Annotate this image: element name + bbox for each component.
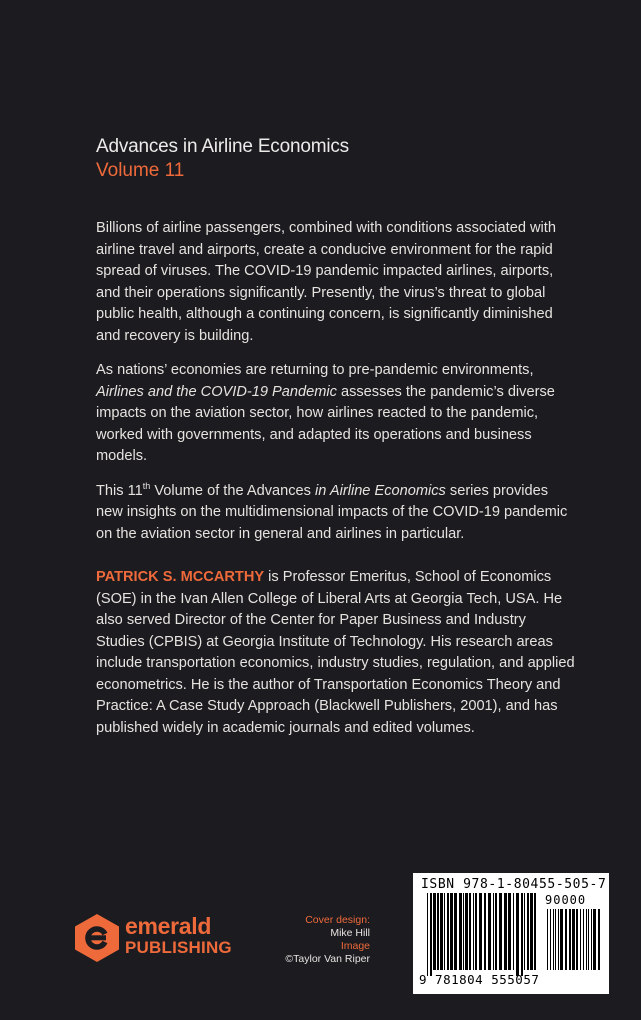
barcode-bar — [447, 893, 449, 970]
barcode-bar — [433, 893, 436, 970]
author-bio — [96, 567, 576, 739]
barcode-bar — [583, 909, 584, 970]
book-title: Airlines and the COVID-19 Pandemic — [96, 383, 337, 400]
cover-design-label: Cover design: — [305, 914, 370, 926]
barcode-bar — [591, 909, 592, 970]
blurb-p2-start: As nations’ economies are returning to pre-pandemic environments, — [96, 362, 534, 378]
blurb-p3-end: series provides new insights on the multidimensional impacts of the COVID-19 pandemic on the aviation sector in general and airlines in particular. — [96, 482, 568, 542]
blurb-p2-end: assesses the pandemic’s diverse impacts on the aviation sector, how airlines reacted to the pandemic, worked with governments, and adapted its operations and business models. — [96, 383, 555, 464]
isbn-number: ISBN 978-1-80455-505-7 — [421, 877, 607, 892]
barcode-bar — [586, 909, 587, 970]
barcode-bar — [547, 909, 548, 970]
image-label: Image — [340, 940, 370, 952]
barcode-bar — [488, 893, 491, 970]
barcode-bar — [550, 909, 551, 970]
barcode-bar — [593, 909, 596, 970]
barcode-bar — [475, 893, 477, 970]
barcode-bar — [565, 909, 567, 970]
barcode-bar — [576, 909, 578, 970]
blurb-paragraph-3 — [96, 481, 576, 546]
barcode-bar — [553, 909, 554, 970]
author-name: PATRICK S. MCCARTHY — [96, 569, 265, 585]
barcode-bar — [484, 893, 486, 970]
blurb-paragraph-2 — [96, 360, 576, 468]
barcode-bar — [437, 893, 439, 970]
barcode-bar — [473, 893, 474, 970]
volume-number: Volume 11 — [96, 160, 185, 181]
barcode-bar — [530, 893, 533, 970]
ordinal-suffix: th — [142, 480, 151, 491]
barcode-bar — [430, 893, 432, 976]
barcode-bar — [463, 893, 464, 970]
publisher-subname: PUBLISHING — [125, 938, 232, 957]
barcode-bar — [527, 893, 529, 970]
barcode-bar — [521, 893, 523, 976]
barcode-bar — [508, 893, 511, 970]
series-name: in Airline Economics — [315, 482, 446, 499]
barcode-bar — [440, 893, 443, 970]
blurb-p3-mid: Volume of the Advances — [150, 482, 315, 499]
barcode-bar — [469, 893, 471, 970]
blurb-p3-start: This 11 — [96, 482, 143, 499]
emerald-logo-icon — [74, 913, 120, 963]
barcode-bar — [465, 893, 468, 970]
publisher-name: emerald — [125, 913, 212, 939]
barcode-bar — [499, 893, 502, 970]
barcode-bar — [572, 909, 575, 970]
author-bio-text: is Professor Emeritus, School of Economics (SOE) in the Ivan Allen College of Liberal Arts at Georgia Tech, USA. He also served Director of the Center for Paper Business and Industry Studies (CPBIS) at Georgia Institute of Technology. His research areas include transportation economics, industry studies, regulation, and applied econometrics. He is the author of Transportation Economics Theory and Practice: A Case Study Approach (Blackwell Publishers, 2001), and has published widely in academic journals and edited volumes. — [96, 569, 575, 736]
barcode-bar — [479, 893, 482, 970]
isbn-barcode — [413, 873, 609, 994]
price-addon: 90000 — [545, 893, 587, 907]
barcode-bar — [558, 909, 559, 970]
barcode-bar — [459, 893, 462, 970]
barcode-bar — [504, 893, 507, 970]
publisher-logo — [74, 913, 234, 963]
barcode-bar — [444, 893, 445, 970]
barcode-bar — [534, 893, 536, 970]
cover-credits — [250, 914, 370, 966]
blurb-paragraph-1: Billions of airline passengers, combined with conditions associated with airline travel and airports, create a conducive environment for the rapid spread of viruses. The COVID-19 pandemic impacted airlines, airports, and their operations significantly. Presently, the virus’s threat to global public health, although a continuing concern, is significantly diminished and recovery is building. — [96, 220, 556, 344]
barcode-bar — [493, 893, 494, 970]
barcode-bar — [560, 909, 563, 970]
image-credit: ©Taylor Van Riper — [285, 953, 370, 965]
barcode-bar — [513, 893, 514, 970]
barcode-bar — [454, 893, 457, 970]
barcode-bar — [427, 893, 428, 976]
ean-number: 9 781804 555057 — [419, 972, 540, 987]
barcode-bar — [580, 909, 581, 970]
barcode-bar — [450, 893, 453, 970]
barcode-bar — [524, 893, 525, 970]
barcode-bar — [598, 909, 600, 970]
barcode-bar — [516, 893, 519, 976]
cover-designer: Mike Hill — [330, 927, 370, 939]
barcode-bar — [569, 909, 571, 970]
book-blurb — [96, 218, 576, 558]
barcode-bar — [588, 909, 589, 970]
barcode-bar — [555, 909, 556, 970]
series-title: Advances in Airline Economics — [96, 136, 349, 157]
barcode-bar — [495, 893, 497, 970]
